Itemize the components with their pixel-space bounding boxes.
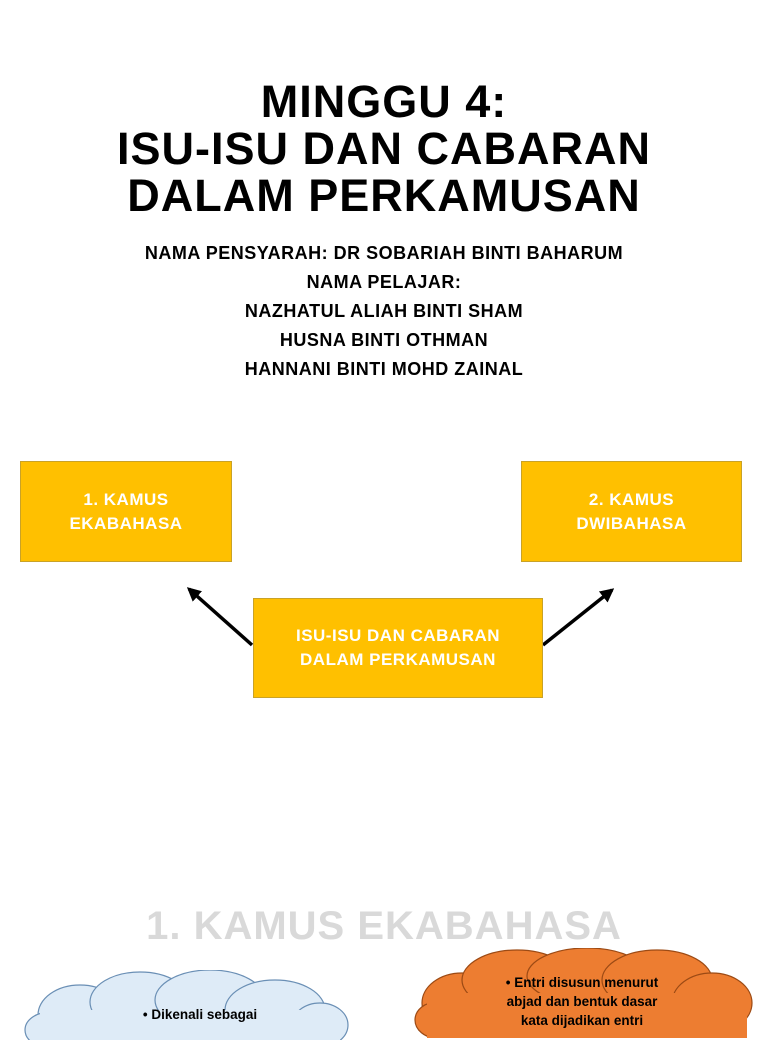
blue-cloud-text: • Dikenali sebagai [142,1007,258,1022]
kamus-ekabahasa-label: 1. KAMUS EKABAHASA [69,489,183,533]
title-line-3: DALAM PERKAMUSAN [127,170,641,221]
student-name: NAZHATUL ALIAH BINTI SHAM [244,301,524,321]
kamus-dwibahasa-label: 2. KAMUS DWIBAHASA [576,489,687,533]
lecturer-name: NAMA PENSYARAH: DR SOBARIAH BINTI BAHARUM [144,243,624,263]
section-title: 1. KAMUS EKABAHASA [146,904,622,948]
title-line-1: MINGGU 4: [260,76,508,127]
kamus-dwibahasa-box [521,461,742,562]
isu-cabaran-box [253,598,543,698]
arrow-to-left-box [189,589,252,645]
student-name: HUSNA BINTI OTHMAN [279,330,489,350]
orange-cloud-text: • Entri disusun menurut abjad dan bentuk dasar kata dijadikan entri [505,975,659,1028]
kamus-ekabahasa-box [20,461,232,562]
isu-cabaran-label: ISU-ISU DAN CABARAN DALAM PERKAMUSAN [295,626,501,669]
title-line-2: ISU-ISU DAN CABARAN [117,123,651,174]
students-label: NAMA PELAJAR: [306,272,462,292]
student-name: HANNANI BINTI MOHD ZAINAL [244,359,524,379]
arrow-to-right-box [543,590,612,645]
